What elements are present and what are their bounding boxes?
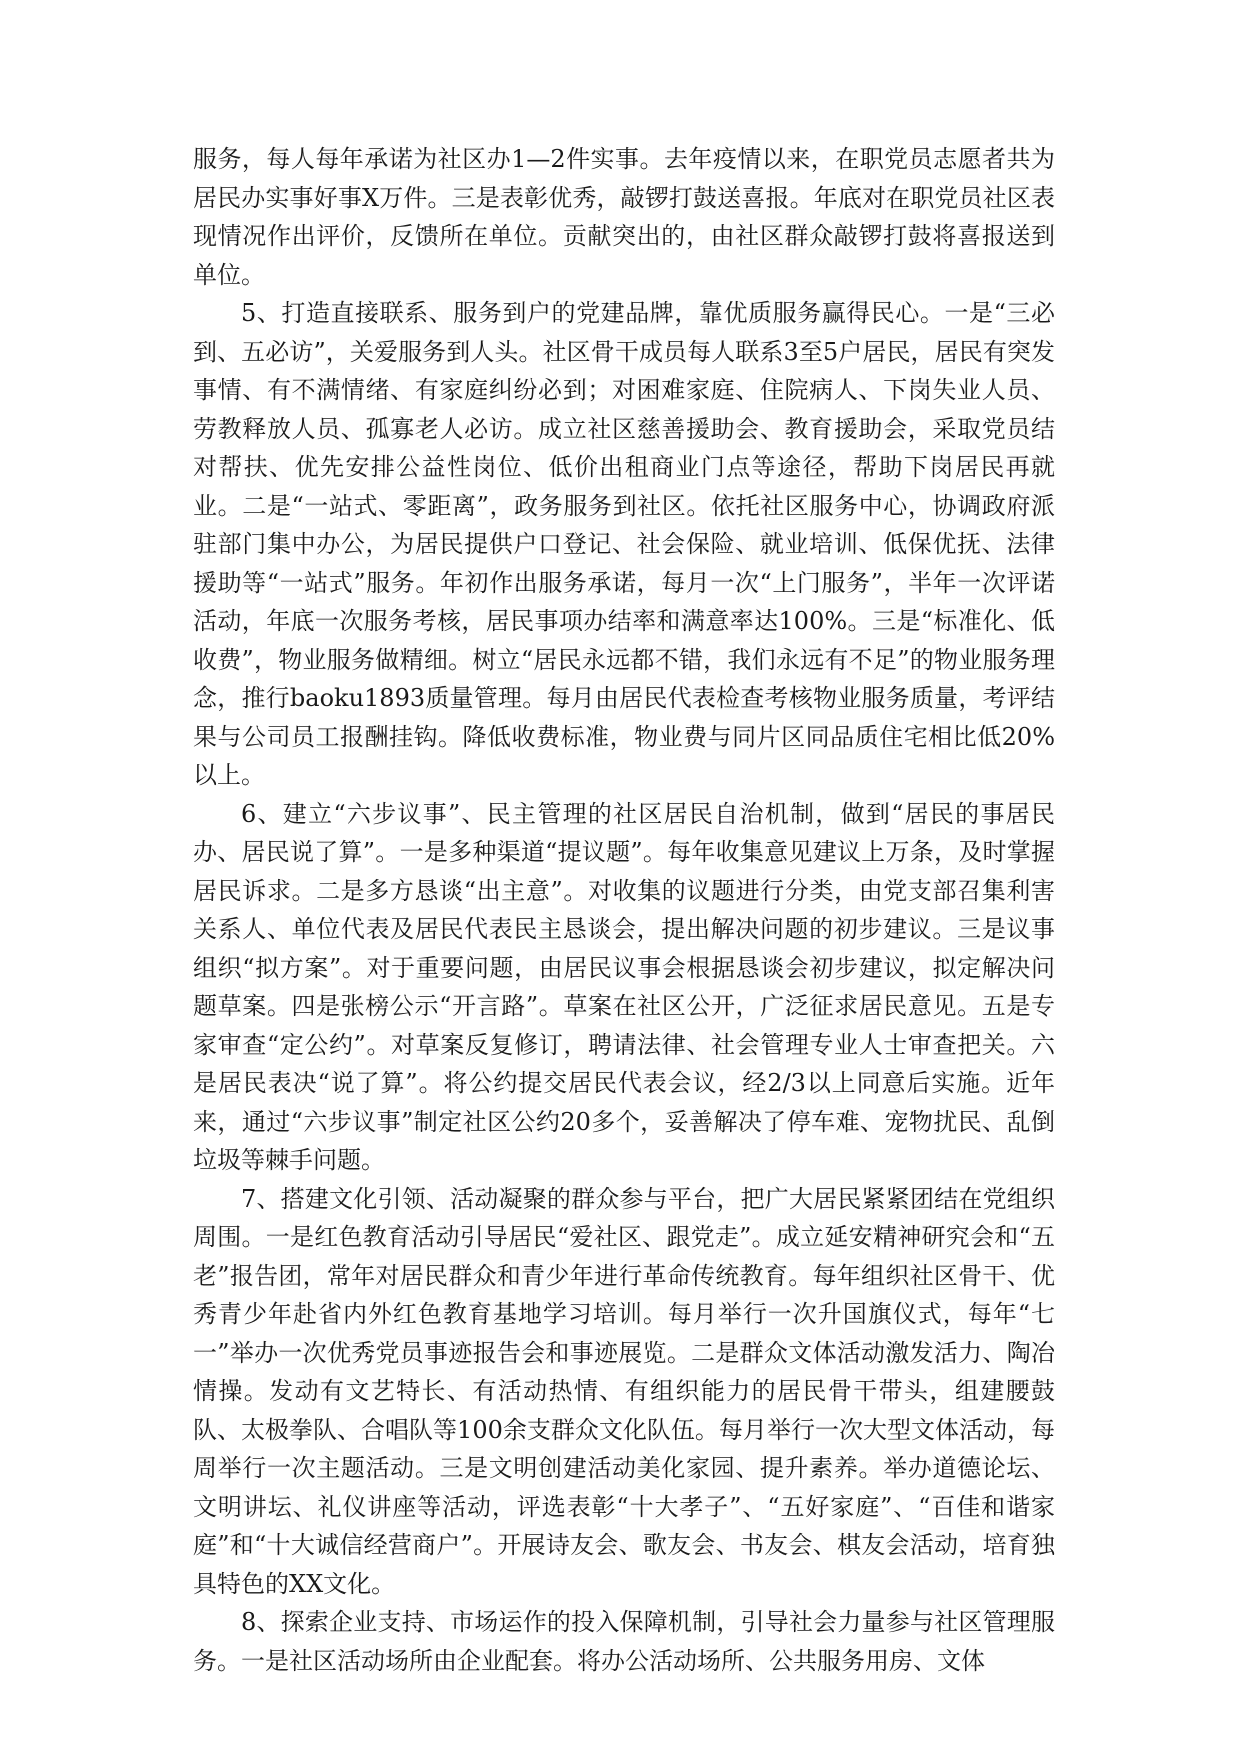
paragraph-continuation: 服务，每人每年承诺为社区办1—2件实事。去年疫情以来，在职党员志愿者共为居民办实事好事X万件。三是表彰优秀，敲锣打鼓送喜报。年底对在职党员社区表现情况作出评价，反馈所在单位。贡献突出的，由社区群众敲锣打鼓将喜报送到单位。: [193, 145, 1055, 289]
paragraph-item-7: 7、搭建文化引领、活动凝聚的群众参与平台，把广大居民紧紧团结在党组织周围。一是红色教育活动引导居民“爱社区、跟党走”。成立延安精神研究会和“五老”报告团，常年对居民群众和青少年进行革命传统教育。每年组织社区骨干、优秀青少年赴省内外红色教育基地学习培训。每月举行一次升国旗仪式，每年“七一”举办一次优秀党员事迹报告会和事迹展览。二是群众文体活动激发活力、陶冶情操。发动有文艺特长、有活动热情、有组织能力的居民骨干带头，组建腰鼓队、太极拳队、合唱队等100余支群众文化队伍。每月举行一次大型文体活动，每周举行一次主题活动。三是文明创建活动美化家园、提升素养。举办道德论坛、文明讲坛、礼仪讲座等活动，评选表彰“十大孝子”、“五好家庭”、“百佳和谐家庭”和“十大诚信经营商户”。开展诗友会、歌友会、书友会、棋友会活动，培育独具特色的XX文化。: [193, 1184, 1055, 1598]
paragraph-item-5: 5、打造直接联系、服务到户的党建品牌，靠优质服务赢得民心。一是“三必到、五必访”，关爱服务到人头。社区骨干成员每人联系3至5户居民，居民有突发事情、有不满情绪、有家庭纠纷必到；对困难家庭、住院病人、下岗失业人员、劳教释放人员、孤寡老人必访。成立社区慈善援助会、教育援助会，采取党员结对帮扶、优先安排公益性岗位、低价出租商业门点等途径，帮助下岗居民再就业。二是“一站式、零距离”，政务服务到社区。依托社区服务中心，协调政府派驻部门集中办公，为居民提供户口登记、社会保险、就业培训、低保优抚、法律援助等“一站式”服务。年初作出服务承诺，每月一次“上门服务”，半年一次评诺活动，年底一次服务考核，居民事项办结率和满意率达100%。三是“标准化、低收费”，物业服务做精细。树立“居民永远都不错，我们永远有不足”的物业服务理念，推行baoku1893质量管理。每月由居民代表检查考核物业服务质量，考评结果与公司员工报酬挂钩。降低收费标准，物业费与同片区同品质住宅相比低20%以上。: [193, 299, 1055, 789]
paragraph-item-8: 8、探索企业支持、市场运作的投入保障机制，引导社会力量参与社区管理服务。一是社区活动场所由企业配套。将办公活动场所、公共服务用房、文体: [193, 1608, 1055, 1675]
document-page: [193, 140, 1055, 1680]
paragraph-item-6: 6、建立“六步议事”、民主管理的社区居民自治机制，做到“居民的事居民办、居民说了算”。一是多种渠道“提议题”。每年收集意见建议上万条，及时掌握居民诉求。二是多方恳谈“出主意”。对收集的议题进行分类，由党支部召集利害关系人、单位代表及居民代表民主恳谈会，提出解决问题的初步建议。三是议事组织“拟方案”。对于重要问题，由居民议事会根据恳谈会初步建议，拟定解决问题草案。四是张榜公示“开言路”。草案在社区公开，广泛征求居民意见。五是专家审查“定公约”。对草案反复修订，聘请法律、社会管理专业人士审查把关。六是居民表决“说了算”。将公约提交居民代表会议，经2/3以上同意后实施。近年来，通过“六步议事”制定社区公约20多个，妥善解决了停车难、宠物扰民、乱倒垃圾等棘手问题。: [193, 799, 1055, 1174]
